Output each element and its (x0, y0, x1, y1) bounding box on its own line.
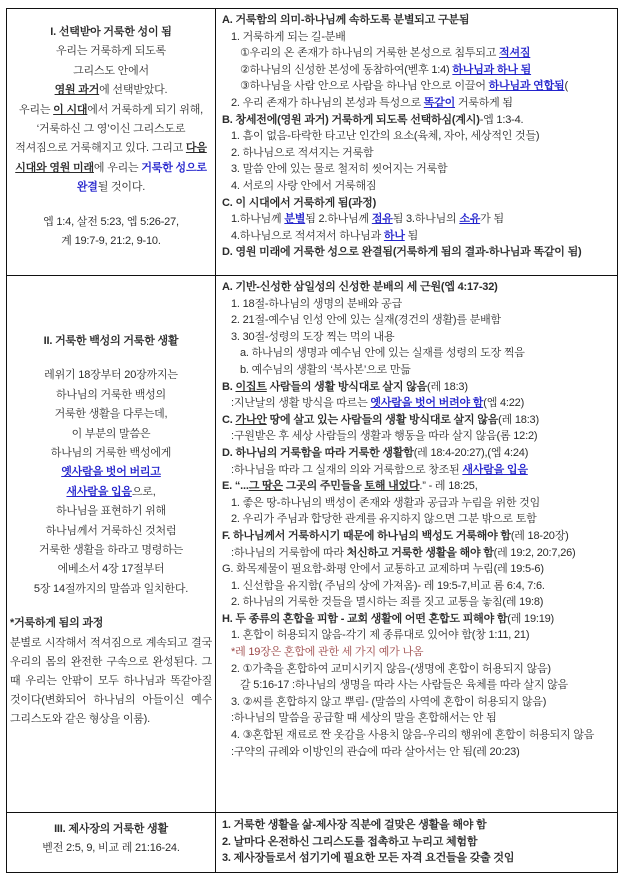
text-segment: 3. 제사장들로서 섬기기에 필요한 모든 자격 요건들을 갖출 것임 (222, 852, 515, 865)
text-segment: 완결 (76, 181, 98, 194)
text-line (222, 850, 614, 867)
text-segment: III. 제사장의 거룩한 생활 (54, 823, 168, 835)
text-segment: 5장 14절까지의 말씀과 일치한다. (33, 582, 189, 595)
text-segment: 될 것이다. (97, 181, 146, 194)
text-segment: 갈 5:16-17 :하나님의 생명을 따라 사는 사람들은 육체를 따라 살지 않음 (240, 679, 568, 692)
text-line (222, 428, 614, 445)
text-segment: 됨 2.하나님께 (305, 213, 372, 226)
text-segment: 옛사람을 벗어 버려야 함 (370, 397, 484, 410)
section-3-summary-cell (7, 813, 216, 873)
text-line (222, 329, 614, 346)
text-line (222, 12, 614, 29)
text-segment: I. 선택받아 거룩한 성이 됨 (50, 26, 172, 38)
text-line (10, 444, 212, 463)
text-line (222, 244, 614, 261)
text-segment: A. 기반-신성한 삼일성의 신성한 분배의 세 근원(엡 4:17-32) (222, 281, 498, 293)
text-line (222, 62, 614, 79)
text-line (222, 112, 614, 129)
text-segment: 에 우리는 (93, 161, 142, 174)
text-line (222, 744, 614, 761)
text-segment: 에서 거룩하게 되기 위해, (87, 103, 203, 116)
text-segment: 처신하고 거룩한 생활을 해야 함 (346, 546, 494, 559)
text-line (10, 366, 212, 385)
text-line (222, 128, 614, 145)
text-segment: 그 땅은 (248, 480, 283, 493)
text-segment: H. 두 종류의 혼합을 피함 - 교회 생활에 어떤 혼합도 피해야 함 (222, 612, 508, 625)
text-segment: (레 18-20장) (510, 529, 569, 542)
text-segment: (레 19:2, 20:7,26) (493, 546, 576, 559)
text-segment: 점유 (371, 213, 393, 226)
text-segment: *레 19장은 혼합에 관한 세 가지 예가 나옴 (231, 646, 424, 659)
text-line (222, 412, 614, 429)
text-segment: 하나님을 표현하기 위해 (56, 505, 166, 518)
text-segment: 1. 18절-하나님의 생명의 분배와 공급 (231, 297, 403, 310)
text-segment: ①우리의 온 존재가 하나님의 거룩한 본성으로 침투되고 (240, 47, 500, 60)
text-line (222, 228, 614, 245)
text-segment: 소유 (459, 213, 481, 226)
text-line (10, 213, 212, 232)
text-segment: 우리는 거룩하게 되도록 (56, 45, 166, 58)
text-segment: :하나님을 따라 그 실재의 의와 거룩함으로 창조된 (231, 463, 463, 476)
text-line (10, 580, 212, 599)
text-segment: 땅에 살고 있는 사람들의 생활 방식대로 살지 않음 (266, 413, 499, 426)
text-segment: 이 부분의 말씀은 (71, 427, 151, 440)
text-line (222, 661, 614, 678)
text-line (10, 483, 212, 502)
text-segment: B. (222, 380, 236, 393)
text-segment: :하나님의 거룩함에 따라 (231, 546, 347, 559)
text-segment: 우리는 (19, 103, 54, 116)
text-segment: 레위기 18장부터 20장까지는 (44, 369, 178, 382)
text-segment: 옛사람을 벗어 버리고 (61, 466, 161, 479)
table-row-section-1 (7, 9, 618, 276)
text-segment: 2. 하나님의 거룩한 것들을 멸시하는 죄를 짓고 교통을 놓침(레 19:8) (231, 596, 544, 609)
text-segment: 벧전 2:5, 9, 비교 레 21:16-24. (42, 842, 180, 855)
text-segment: b. 예수님의 생활의 ‘복사본’으로 만듦 (240, 363, 411, 376)
text-line (222, 296, 614, 313)
text-segment: 됨 3.하나님의 (392, 213, 460, 226)
text-segment: 2. ①가축을 혼합하여 교미시키지 않음-(생명에 혼합이 허용되지 않음) (231, 662, 551, 675)
text-segment: 새사람을 입음 (66, 485, 132, 498)
text-segment: 1.하나님께 (231, 213, 285, 226)
text-segment: 하나님의 거룩한 백성에게 (50, 447, 172, 460)
text-segment: 1. 거룩한 생활을 삶-제사장 직분에 걸맞은 생활을 해야 함 (222, 819, 487, 831)
text-segment: C. (222, 413, 236, 426)
text-segment: 1. 거룩하게 되는 길-분배 (231, 30, 346, 43)
text-segment: 2. 날마다 온전하신 그리스도를 접촉하고 누리고 체험함 (222, 835, 478, 848)
text-segment: 거룩한 생활을 다루는데, (54, 408, 168, 421)
text-line (10, 159, 212, 178)
table-row-section-3 (7, 813, 618, 873)
text-segment: 그리스도 안에서 (73, 64, 149, 77)
text-segment: (레 19:19) (507, 612, 555, 625)
text-segment: 하나님과 연합됨 (488, 80, 565, 93)
text-line (10, 62, 212, 81)
text-line (222, 78, 614, 95)
text-segment: 하나 (383, 229, 405, 242)
text-segment: 1. 흠이 없음-타락한 타고난 인간의 요소(육체, 자아, 세상적인 것들) (231, 130, 540, 143)
text-segment: B. 창세전에(영원 과거) 거룩하게 되도록 선택하심(계시) (222, 113, 480, 126)
text-line (10, 541, 212, 560)
text-segment: .” - 레 18:25, (419, 480, 478, 493)
text-segment: 거룩한 생활을 하라고 명령하는 (38, 544, 184, 557)
text-line (222, 478, 614, 495)
text-segment: II. 거룩한 백성의 거룩한 생활 (43, 335, 179, 347)
text-segment: 4. 서로의 사랑 안에서 거룩해짐 (231, 179, 377, 192)
text-line (10, 120, 212, 139)
blank-line (10, 599, 212, 614)
text-line (222, 594, 614, 611)
text-segment: 3. ②씨를 혼합하지 않고 뿌림- (말씀의 사역에 혼합이 허용되지 않음) (231, 695, 547, 708)
text-line (10, 386, 212, 405)
text-segment: 분별로 시작해서 적셔짐으로 계속되고 결국 우리의 몸의 완전한 구속으로 완성된다. 그 때 우리는 안팎이 모두 하나님과 똑같아질 것이다(변화되어 하나님의 아들이신 예수 그리스도와 같은 형상을 이룸). (10, 636, 212, 725)
text-line (10, 23, 212, 42)
text-line (222, 279, 614, 296)
text-segment: 거룩한 성으로 (141, 161, 207, 174)
section-1-summary-cell (7, 9, 216, 276)
text-line (222, 627, 614, 644)
text-line (222, 817, 614, 834)
text-line (222, 29, 614, 46)
text-segment: 2. 우리 존재가 하나님의 본성과 특성으로 (231, 96, 424, 109)
text-line (222, 611, 614, 628)
text-segment: 3. 30절-성령의 도장 찍는 먹의 내용 (231, 330, 395, 343)
text-segment: 하나님과 하나 됨 (452, 63, 532, 76)
text-line (222, 694, 614, 711)
text-segment: 2. 하나님으로 적셔지는 거룩함 (231, 146, 374, 159)
text-segment: F. 하나님께서 거룩하시기 때문에 하나님의 백성도 거룩해야 함 (222, 529, 511, 542)
text-segment: 2. 21절-예수님 인성 안에 있는 실재(경건의 생활)를 분배함 (231, 314, 501, 327)
text-segment: 2. 우리가 주님과 합당한 관계를 유지하지 않으면 그분 밖으로 토함 (231, 513, 537, 526)
text-segment: 하나님께서 거룩하신 것처럼 (45, 524, 177, 537)
text-segment: C. 이 시대에서 거룩하게 됨(과정) (222, 196, 377, 209)
text-line (222, 528, 614, 545)
text-segment: 3. 말씀 안에 있는 물로 철저히 씻어지는 거룩함 (231, 163, 448, 176)
text-line (222, 362, 614, 379)
text-segment: :구원받은 후 세상 사람들의 생활과 행동을 따라 살지 않음(롬 12:2) (231, 430, 538, 443)
text-line (222, 161, 614, 178)
text-line (10, 232, 212, 251)
text-line (10, 522, 212, 541)
text-segment: :지난날의 생활 방식을 따르는 (231, 397, 371, 410)
text-segment: 으로, (131, 485, 156, 498)
text-line (10, 405, 212, 424)
text-segment: *거룩하게 됨의 과정 (10, 617, 104, 630)
section-2-summary-cell (7, 276, 216, 813)
text-segment: -엡 1:3-4. (479, 113, 524, 126)
text-segment: 분별 (284, 213, 306, 226)
text-segment: 1. 신선함을 유지함( 주님의 상에 가져옴)- 레 19:5-7,비교 롬 6:4, 7:6. (231, 579, 545, 592)
text-line (10, 42, 212, 61)
text-line (222, 445, 614, 462)
text-line (10, 178, 212, 197)
blank-line (10, 198, 212, 213)
text-segment: E. “... (222, 480, 249, 493)
text-segment: 4.하나님으로 적셔져서 하나님과 (231, 229, 384, 242)
text-line (222, 95, 614, 112)
text-line (10, 560, 212, 579)
text-line (222, 312, 614, 329)
text-line (222, 178, 614, 195)
text-segment: 에베소서 4장 17절부터 (57, 563, 165, 576)
section-2-outline-cell (216, 276, 618, 813)
text-segment: A. 거룩함의 의미-하나님께 속하도록 분별되고 구분됨 (222, 14, 470, 26)
text-line (222, 727, 614, 744)
text-line (222, 395, 614, 412)
text-line (222, 211, 614, 228)
text-line (10, 332, 212, 351)
text-segment: ‘거룩하신 그 영’이신 그리스도로 (36, 123, 186, 136)
text-segment: D. 하나님의 거룩함을 따라 거룩한 생활함 (222, 446, 414, 459)
text-line (222, 710, 614, 727)
text-line (222, 644, 614, 661)
text-line (222, 561, 614, 578)
text-line (222, 45, 614, 62)
table-row-section-2 (7, 276, 618, 813)
text-segment: ③하나님을 사람 안으로 사람을 하나님 안으로 이끌어 (240, 80, 489, 93)
outline-table (6, 8, 618, 873)
text-segment: 시대와 영원 미래 (15, 161, 94, 174)
text-segment: (레 18:3) (427, 380, 468, 393)
text-segment: :하나님의 말씀을 공급할 때 세상의 말을 혼합해서는 안 됨 (231, 712, 497, 725)
text-segment: 1. 혼합이 허용되지 않음-각기 제 종류대로 있어야 함(창 1:11, 21) (231, 629, 530, 642)
text-line (10, 463, 212, 482)
text-segment: 됨 (404, 229, 419, 242)
blank-line (10, 351, 212, 366)
text-segment: 영원 과거 (54, 84, 100, 97)
text-segment: 그곳의 주민들을 (282, 480, 365, 493)
text-line (10, 614, 212, 633)
text-segment: (레 18:4-20:27),(엡 4:24) (413, 446, 529, 459)
text-segment: 1. 좋은 땅-하나님의 백성이 존재와 생활과 공급과 누림을 위한 것임 (231, 496, 541, 509)
text-segment: 4. ③혼합된 재료로 짠 옷감을 사용치 않음-우리의 행위에 혼합이 허용되지 않음 (231, 729, 595, 742)
text-line (222, 578, 614, 595)
text-line (222, 379, 614, 396)
section-3-outline-cell (216, 813, 618, 873)
text-segment: ②하나님의 신성한 본성에 동참하여(벧후 1:4) (240, 63, 453, 76)
text-line (222, 462, 614, 479)
text-line (10, 101, 212, 120)
text-line (222, 345, 614, 362)
text-line (222, 495, 614, 512)
text-line (10, 502, 212, 521)
text-segment: :구약의 규례와 이방인의 관습에 따라 살아서는 안 됨(레 20:23) (231, 745, 520, 758)
text-line (10, 81, 212, 100)
text-segment: (엡 4:22) (483, 397, 525, 410)
text-line (10, 634, 212, 729)
section-1-outline-cell (216, 9, 618, 276)
text-segment: 이집트 (235, 380, 267, 393)
text-line (222, 545, 614, 562)
text-segment: 토해 내었다 (364, 480, 420, 493)
text-segment: 적셔짐으로 거룩해지고 있다. 그리고 (15, 142, 186, 155)
text-segment: G. 화목제물이 필요함-화평 안에서 교통하고 교제하며 누림(레 19:5-6) (222, 563, 544, 576)
text-segment: 하나님의 거룩한 백성의 (56, 388, 166, 401)
text-segment: 엡 1:4, 살전 5:23, 엡 5:26-27, (43, 215, 179, 228)
text-segment: 계 19:7-9, 21:2, 9-10. (61, 235, 161, 248)
text-line (222, 834, 614, 851)
text-segment: D. 영원 미래에 거룩한 성으로 완결됨 (222, 246, 393, 259)
text-segment: 가나안 (235, 413, 267, 426)
text-segment: 똑같이 (423, 96, 456, 109)
text-line (222, 195, 614, 212)
text-line (222, 145, 614, 162)
text-segment: (레 18:3) (498, 413, 539, 426)
text-segment: ( (564, 80, 568, 93)
text-segment: (거룩하게 됨의 결과-하나님과 똑같이 됨) (392, 246, 582, 259)
text-line (10, 820, 212, 839)
text-line (10, 425, 212, 444)
text-segment: 사람들의 생활 방식대로 살지 않음 (266, 380, 427, 393)
text-line (10, 139, 212, 158)
text-segment: 에 선택받았다. (99, 84, 168, 97)
text-line (222, 677, 614, 694)
text-segment: 이 시대 (53, 103, 88, 116)
text-line (222, 511, 614, 528)
text-segment: a. 하나님의 생명과 예수님 안에 있는 실재를 성령의 도장 찍음 (240, 347, 525, 360)
text-segment: 가 됨 (480, 213, 504, 226)
text-segment: 다음 (185, 142, 207, 155)
text-segment: 새사람을 입음 (462, 463, 528, 476)
text-segment: 거룩하게 됨 (455, 96, 513, 109)
text-line (10, 839, 212, 858)
text-segment: 적셔짐 (499, 47, 531, 60)
